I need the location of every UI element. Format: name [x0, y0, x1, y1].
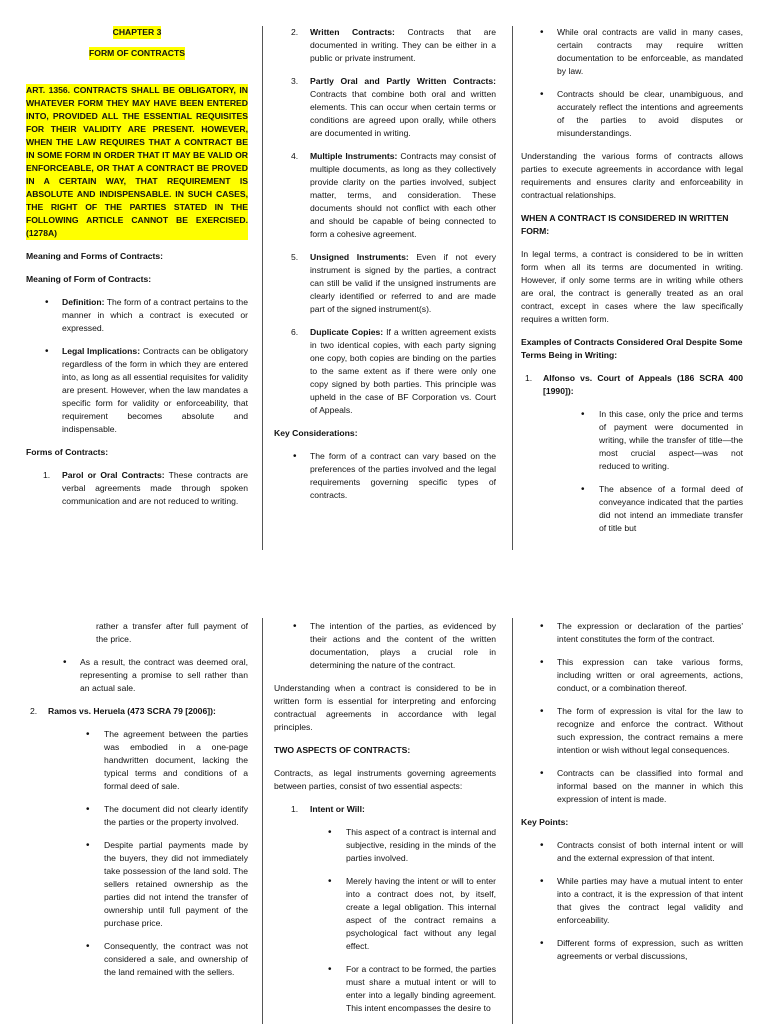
- bullet-list: [26, 296, 248, 436]
- list-item: • The form of expression is vital for the law to recognize and enforce the contract. Without such expression, the contract remains a mere intention or wish without legal consequences.: [521, 705, 743, 757]
- list-item: 2. Ramos vs. Heruela (473 SCRA 79 [2006]): • The agreement between the parties was embodied in a one-page handwritten document, lacking the typical terms and conditions of a formal deed of sale. • The document did not clearly identify the parties or the property involved. • Despite partial payments made by the buyers, they did not immediately take possession of the land sold. The sellers retained ownership as the parties did not intend the transfer of ownership until full payment of the purchase price. • Consequently, the contract was not considered a sale, and ownership of the land remained with the sellers.: [26, 705, 248, 979]
- list-item: • In this case, only the price and terms of payment were documented in writing, while the transfer of title—the most crucial aspect—was not reduced to writing.: [543, 408, 743, 473]
- column-divider: [262, 618, 263, 1024]
- list-item: • For a contract to be formed, the parties must share a mutual intent or will to enter into a legally binding agreement. This intent encompasses the desire to: [290, 963, 496, 1015]
- list-item: • Merely having the intent or will to enter into a contract does not, by itself, create a legal obligation. This internal aspect of the contract remains a psychological fact without any legal effect.: [290, 875, 496, 953]
- list-item: 2. Written Contracts: Contracts that are documented in writing. They can be either in a public or private instrument.: [291, 27, 496, 63]
- chapter-subheading: FORM OF CONTRACTS: [89, 48, 185, 58]
- list-item: • Contracts can be classified into formal and informal based on the manner in which this expression of intent is made.: [521, 767, 743, 806]
- paragraph: Understanding when a contract is considered to be in written form is essential for interpreting and enforcing contractual agreements in accordance with legal principles.: [274, 683, 496, 732]
- article-text: ART. 1356. CONTRACTS SHALL BE OBLIGATORY, IN WHATEVER FORM THEY MAY HAVE BEEN ENTERED INTO, PROVIDED ALL THE ESSENTIAL REQUISITES FOR THEIR VALIDITY ARE PRESENT. HOWEVER, WHEN THE LAW REQUIRES THAT A CONTRACT BE IN SOME FORM IN ORDER THAT IT MAY BE VALID OR ENFORCEABLE, OR THAT A CONTRACT BE PROVED IN A CERTAIN WAY, THAT REQUIREMENT IS ABSOLUTE AND INDISPENSABLE. IN SUCH CASES, THE RIGHT OF THE PARTIES STATED IN THE FOLLOWING ARTICLE CANNOT BE EXERCISED. (1278A): [26, 85, 248, 238]
- bullet-list: [274, 450, 496, 502]
- numbered-list: [521, 372, 743, 535]
- list-item: • The form of a contract can vary based on the preferences of the parties involved and the legal requirements governing specific types of contracts.: [274, 450, 496, 502]
- paragraph: Understanding the various forms of contracts allows parties to execute agreements in accordance with legal requirements and ensures clarity and enforceability in contractual relationships.: [521, 151, 743, 200]
- list-item: • Despite partial payments made by the buyers, they did not immediately take possession of the land sold. The sellers retained ownership as the parties did not intend the transfer of ownership until full payment of the purchase price.: [48, 839, 248, 930]
- bullet-list: [521, 620, 743, 806]
- top-column-3: [521, 26, 743, 550]
- numbered-list: [26, 705, 248, 979]
- numbered-list: [26, 469, 248, 508]
- bullet-list: [48, 728, 248, 979]
- list-item: 1. Alfonso vs. Court of Appeals (186 SCRA 400 [1990]): • In this case, only the price and terms of payment were documented in writing, while the transfer of title—the most crucial aspect—was not reduced to writing. • The absence of a formal deed of conveyance indicated that the parties did not intend an immediate transfer of title but: [521, 372, 743, 535]
- list-item: • The document did not clearly identify the parties or the property involved.: [48, 803, 248, 829]
- section-heading: Meaning of Form of Contracts:: [26, 274, 152, 284]
- top-column-2: [274, 26, 496, 550]
- bullet-list: [521, 839, 743, 963]
- column-divider: [512, 26, 513, 550]
- list-item: 3. Partly Oral and Partly Written Contracts: Contracts that combine both oral and written elements. This can occur when certain terms or conditions are agreed upon orally, while others are documented in writing.: [291, 76, 496, 138]
- list-item: • Contracts should be clear, unambiguous, and accurately reflect the intentions and agreements of the parties to avoid disputes or misunderstandings.: [521, 88, 743, 140]
- list-item: • As a result, the contract was deemed oral, representing a promise to sell rather than an actual sale.: [44, 656, 248, 695]
- bullet-list: [26, 656, 248, 695]
- list-item: • While parties may have a mutual intent to enter into a contract, it is the expression of that intent that gives the contract legal validity and enforceability.: [521, 875, 743, 927]
- list-item: • Legal Implications: Contracts can be obligatory regardless of the form in which they are entered into, as long as all essential requisites for validity are present. However, when the law mandates a specific form for validity or enforceability, that requirement becomes absolute and indispensable.: [26, 345, 248, 436]
- bullet-list: [274, 620, 496, 672]
- section-heading: Key Considerations:: [274, 428, 358, 438]
- section-heading: Meaning and Forms of Contracts:: [26, 251, 164, 261]
- list-item: • This aspect of a contract is internal and subjective, residing in the minds of the parties involved.: [290, 826, 496, 865]
- list-item: • Definition: The form of a contract pertains to the manner in which a contract is executed or expressed.: [26, 296, 248, 335]
- top-column-1: [26, 26, 248, 550]
- numbered-list: [274, 26, 496, 417]
- list-item: 1. Parol or Oral Contracts: These contracts are verbal agreements made through spoken communication and are not reduced to writing.: [43, 470, 248, 506]
- paragraph: Contracts, as legal instruments governing agreements between parties, consist of two essential aspects:: [274, 768, 496, 791]
- section-heading: Key Points:: [521, 817, 569, 827]
- list-item: • Contracts consist of both internal intent or will and the external expression of that intent.: [521, 839, 743, 865]
- column-divider: [512, 618, 513, 1024]
- bottom-column-2: [274, 620, 496, 1024]
- list-item: • While oral contracts are valid in many cases, certain contracts may require written documentation to be enforceable, as mandated by law.: [521, 26, 743, 78]
- numbered-list: [274, 803, 496, 1015]
- list-item: • The intention of the parties, as evidenced by their actions and the content of the written documentation, plays a crucial role in determining the nature of the contract.: [274, 620, 496, 672]
- bullet-list: [543, 408, 743, 535]
- list-item: • The expression or declaration of the parties' intent constitutes the form of the contract.: [521, 620, 743, 646]
- list-item: 4. Multiple Instruments: Contracts may consist of multiple documents, as long as they collectively provide clarity on the parties involved, subject matter, terms, and consideration. These documents should not conflict with each other and should be capable of being connected to form a cohesive agreement.: [291, 151, 496, 239]
- list-item: 1. Intent or Will: • This aspect of a contract is internal and subjective, residing in the minds of the parties involved. • Merely having the intent or will to enter into a contract does not, by itself, create a legal obligation. This internal aspect of the contract remains a psychological fact without any legal effect. • For a contract to be formed, the parties must share a mutual intent or will to enter into a legally binding agreement. This intent encompasses the desire to: [274, 803, 496, 1015]
- list-item: 6. Duplicate Copies: If a written agreement exists in two identical copies, with each party signing one copy, both copies are binding on the parties to the same extent as if there were only one copy signed by both parties. This principle was upheld in the case of BF Corporation vs. Court of Appeals.: [291, 327, 496, 415]
- chapter-heading: CHAPTER 3: [112, 27, 162, 37]
- list-item: • Consequently, the contract was not considered a sale, and ownership of the land remained with the sellers.: [48, 940, 248, 979]
- list-item: 5. Unsigned Instruments: Even if not every instrument is signed by the parties, a contract can still be valid if the unsigned instruments are clearly identified or referred to and are made part of the signed instrument(s).: [291, 252, 496, 314]
- bottom-column-3: [521, 620, 743, 1024]
- bullet-list: [290, 826, 496, 1015]
- list-item: • Different forms of expression, such as written agreements or verbal discussions,: [521, 937, 743, 963]
- column-divider: [262, 26, 263, 550]
- list-item: • The agreement between the parties was embodied in a one-page handwritten document, lacking the typical terms and conditions of a formal deed of sale.: [48, 728, 248, 793]
- paragraph: In legal terms, a contract is considered to be in written form when all its terms are documented in writing. However, if only some terms are in writing while others are oral, the contract is generally treated as an oral contract, except in cases where the law specifically requires a written form.: [521, 249, 743, 324]
- section-heading: Examples of Contracts Considered Oral Despite Some Terms Being in Writing:: [521, 337, 743, 360]
- list-item: • The absence of a formal deed of conveyance indicated that the parties did not intend an immediate transfer of title but: [543, 483, 743, 535]
- bullet-list: [521, 26, 743, 140]
- section-heading: TWO ASPECTS OF CONTRACTS:: [274, 745, 411, 755]
- paragraph: rather a transfer after full payment of the price.: [96, 621, 248, 644]
- bottom-column-1: [26, 620, 248, 1024]
- section-heading: Forms of Contracts:: [26, 447, 109, 457]
- section-heading: WHEN A CONTRACT IS CONSIDERED IN WRITTEN FORM:: [521, 213, 729, 236]
- list-item: • This expression can take various forms, including written or oral agreements, actions, conduct, or a combination thereof.: [521, 656, 743, 695]
